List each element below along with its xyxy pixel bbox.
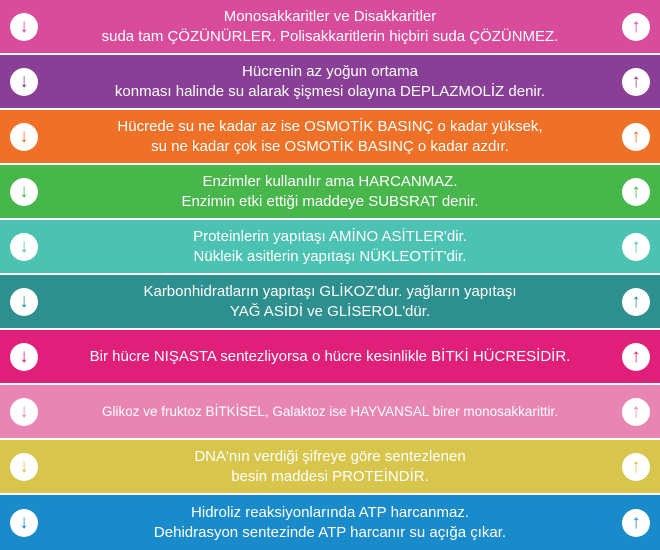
fact-line: Bir hücre NIŞASTA sentezliyorsa o hücre kesinlikle BİTKİ HÜCRESİDİR. [89, 347, 571, 365]
fact-band [0, 275, 660, 328]
fact-text [145, 227, 515, 267]
arrow-down-circle-icon[interactable]: ↓ [10, 343, 38, 371]
arrow-up-circle-icon[interactable]: ↑ [622, 398, 650, 426]
arrow-down-circle-icon[interactable]: ↓ [10, 398, 38, 426]
fact-text [146, 447, 513, 487]
fact-band [0, 110, 660, 163]
fact-text [69, 117, 590, 157]
fact-line: Enzimler kullanılır ama HARCANMAZ. [202, 172, 458, 190]
arrow-up-circle-icon[interactable]: ↑ [622, 68, 650, 96]
fact-line: Hücrenin az yoğun ortama [242, 62, 418, 80]
fact-line: Hidroliz reaksiyonlarında ATP harcanmaz. [191, 503, 469, 521]
fact-line: suda tam ÇÖZÜNÜRLER. Polisakkaritlerin hiçbiri suda ÇÖZÜNMEZ. [101, 27, 559, 45]
fact-line: konması halinde su alarak şişmesi olayına DEPLAZMOLİZ denir. [114, 82, 546, 100]
fact-text [133, 172, 526, 212]
fact-line: YAĞ ASİDİ ve GLİSEROL'dür. [229, 302, 431, 320]
arrow-down-circle-icon[interactable]: ↓ [10, 68, 38, 96]
fact-line: Monosakkaritler ve Disakkaritler [223, 7, 437, 25]
fact-text [54, 7, 607, 47]
fact-line: DNA'nın verdiği şifreye göre sentezlenen [194, 447, 466, 465]
fact-line: Nükleik asitlerin yapıtaşı NÜKLEOTİT'dir. [193, 247, 467, 265]
fact-text [42, 347, 619, 367]
arrow-up-circle-icon[interactable]: ↑ [622, 509, 650, 537]
fact-line: Glikoz ve fruktoz BİTKİSEL, Galaktoz ise HAYVANSAL birer monosakkarittir. [102, 403, 558, 419]
arrow-down-circle-icon[interactable]: ↓ [10, 509, 38, 537]
fact-band [0, 330, 660, 383]
fact-line: Karbonhidratların yapıtaşı GLİKOZ'dur. yağların yapıtaşı [143, 282, 517, 300]
fact-line: Proteinlerin yapıtaşı AMİNO ASİTLER'dir. [193, 227, 467, 245]
arrow-up-circle-icon[interactable]: ↑ [622, 233, 650, 261]
arrow-up-circle-icon[interactable]: ↑ [622, 13, 650, 41]
fact-band [0, 220, 660, 273]
fact-band [0, 440, 660, 493]
fact-line: Enzimin etki ettiği maddeye SUBSRAT denir. [181, 192, 479, 210]
arrow-down-circle-icon[interactable]: ↓ [10, 123, 38, 151]
fact-band [0, 55, 660, 108]
arrow-down-circle-icon[interactable]: ↓ [10, 453, 38, 481]
arrow-up-circle-icon[interactable]: ↑ [622, 453, 650, 481]
fact-band [0, 385, 660, 438]
arrow-up-circle-icon[interactable]: ↑ [622, 178, 650, 206]
arrow-down-circle-icon[interactable]: ↓ [10, 178, 38, 206]
fact-line: besin maddesi PROTEİNDİR. [231, 467, 429, 485]
fact-line: su ne kadar çok ise OSMOTİK BASINÇ o kadar azdır. [151, 137, 509, 155]
arrow-up-circle-icon[interactable]: ↑ [622, 343, 650, 371]
fact-band [0, 495, 660, 550]
arrow-up-circle-icon[interactable]: ↑ [622, 123, 650, 151]
fact-text [106, 503, 554, 543]
fact-band [0, 165, 660, 218]
fact-text [95, 282, 564, 322]
arrow-down-circle-icon[interactable]: ↓ [10, 233, 38, 261]
arrow-up-circle-icon[interactable]: ↑ [622, 288, 650, 316]
fact-text [54, 402, 606, 422]
fact-line: Hücrede su ne kadar az ise OSMOTİK BASINÇ o kadar yüksek, [117, 117, 543, 135]
fact-line: Dehidrasyon sentezinde ATP harcanır su açığa çıkar. [153, 523, 507, 541]
arrow-down-circle-icon[interactable]: ↓ [10, 13, 38, 41]
fact-band [0, 0, 660, 53]
fact-text [67, 62, 593, 102]
arrow-down-circle-icon[interactable]: ↓ [10, 288, 38, 316]
